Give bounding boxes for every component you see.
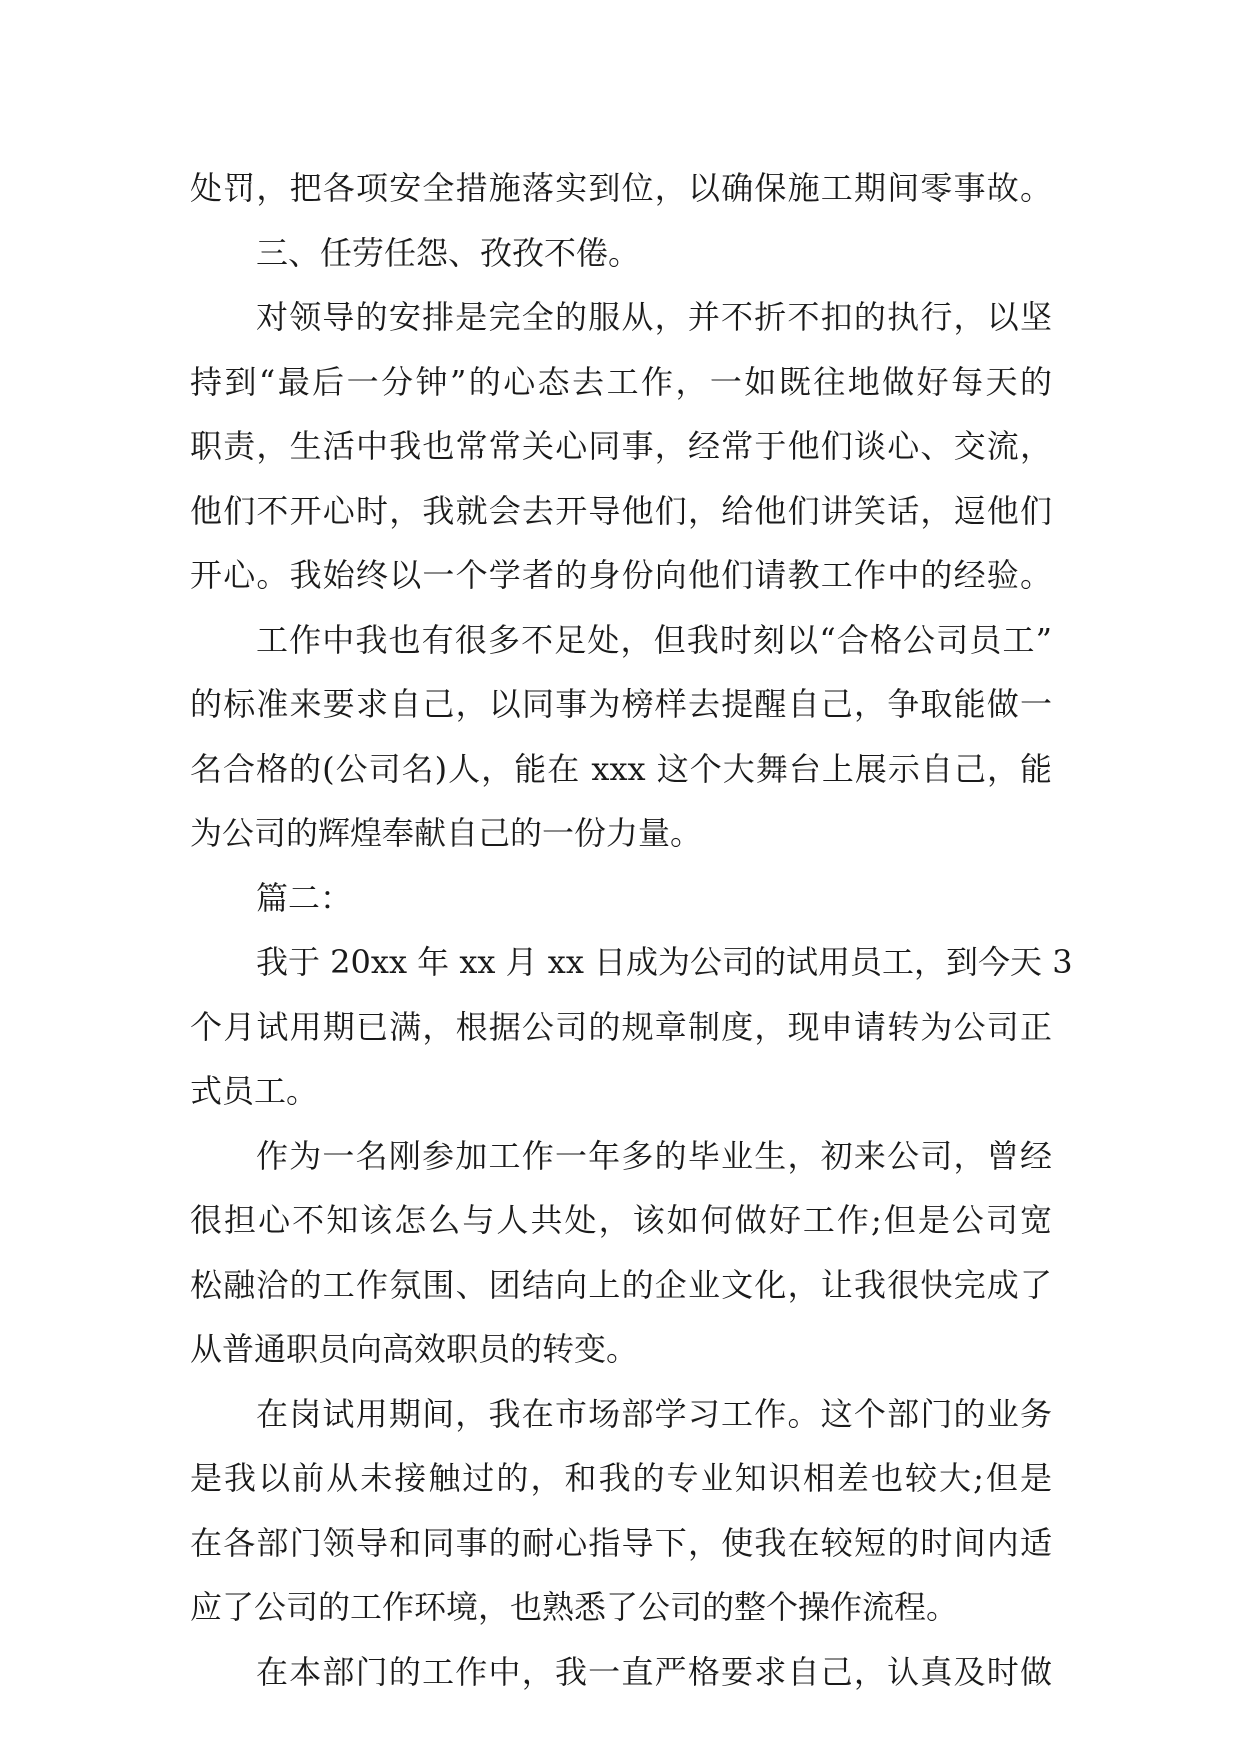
text-line: 为公司的辉煌奉献自己的一份力量。	[190, 814, 703, 852]
text-line: 我于 20xx 年 xx 月 xx 日成为公司的试用员工，到今天 3	[256, 943, 1073, 981]
text-line: 职责，生活中我也常常关心同事，经常于他们谈心、交流，	[190, 427, 1052, 465]
text-line: 在本部门的工作中，我一直严格要求自己，认真及时做	[256, 1652, 1052, 1691]
text-line: 在岗试用期间，我在市场部学习工作。这个部门的业务	[256, 1394, 1052, 1433]
text-line: 他们不开心时，我就会去开导他们，给他们讲笑话，逗他们	[190, 491, 1052, 530]
text-line: 在各部门领导和同事的耐心指导下，使我在较短的时间内适	[190, 1523, 1052, 1562]
document-body	[190, 156, 1073, 1704]
text-line: 应了公司的工作环境，也熟悉了公司的整个操作流程。	[190, 1588, 959, 1626]
text-line: 个月试用期已满，根据公司的规章制度，现申请转为公司正	[190, 1007, 1052, 1046]
text-line: 名合格的(公司名)人，能在 xxx 这个大舞台上展示自己，能	[190, 749, 1052, 788]
text-line: 从普通职员向高效职员的转变。	[190, 1330, 639, 1368]
text-line: 的标准来要求自己，以同事为榜样去提醒自己，争取能做一	[190, 685, 1052, 723]
text-line: 松融洽的工作氛围、团结向上的企业文化，让我很快完成了	[190, 1265, 1052, 1304]
section-heading: 三、任劳任怨、孜孜不倦。	[256, 233, 641, 272]
text-line: 处罚，把各项安全措施落实到位，以确保施工期间零事故。	[190, 169, 1052, 207]
text-line: 开心。我始终以一个学者的身份向他们请教工作中的经验。	[190, 556, 1052, 594]
text-line: 持到“最后一分钟”的心态去工作，一如既往地做好每天的	[190, 362, 1052, 401]
text-line: 对领导的安排是完全的服从，并不折不扣的执行，以坚	[256, 298, 1052, 336]
text-line: 工作中我也有很多不足处，但我时刻以“合格公司员工”	[256, 620, 1052, 659]
section-heading: 篇二：	[256, 878, 353, 917]
text-line: 式员工。	[190, 1072, 319, 1110]
text-line: 作为一名刚参加工作一年多的毕业生，初来公司，曾经	[256, 1136, 1052, 1175]
text-line: 很担心不知该怎么与人共处，该如何做好工作;但是公司宽	[190, 1201, 1052, 1239]
text-line: 是我以前从未接触过的，和我的专业知识相差也较大;但是	[190, 1459, 1052, 1497]
